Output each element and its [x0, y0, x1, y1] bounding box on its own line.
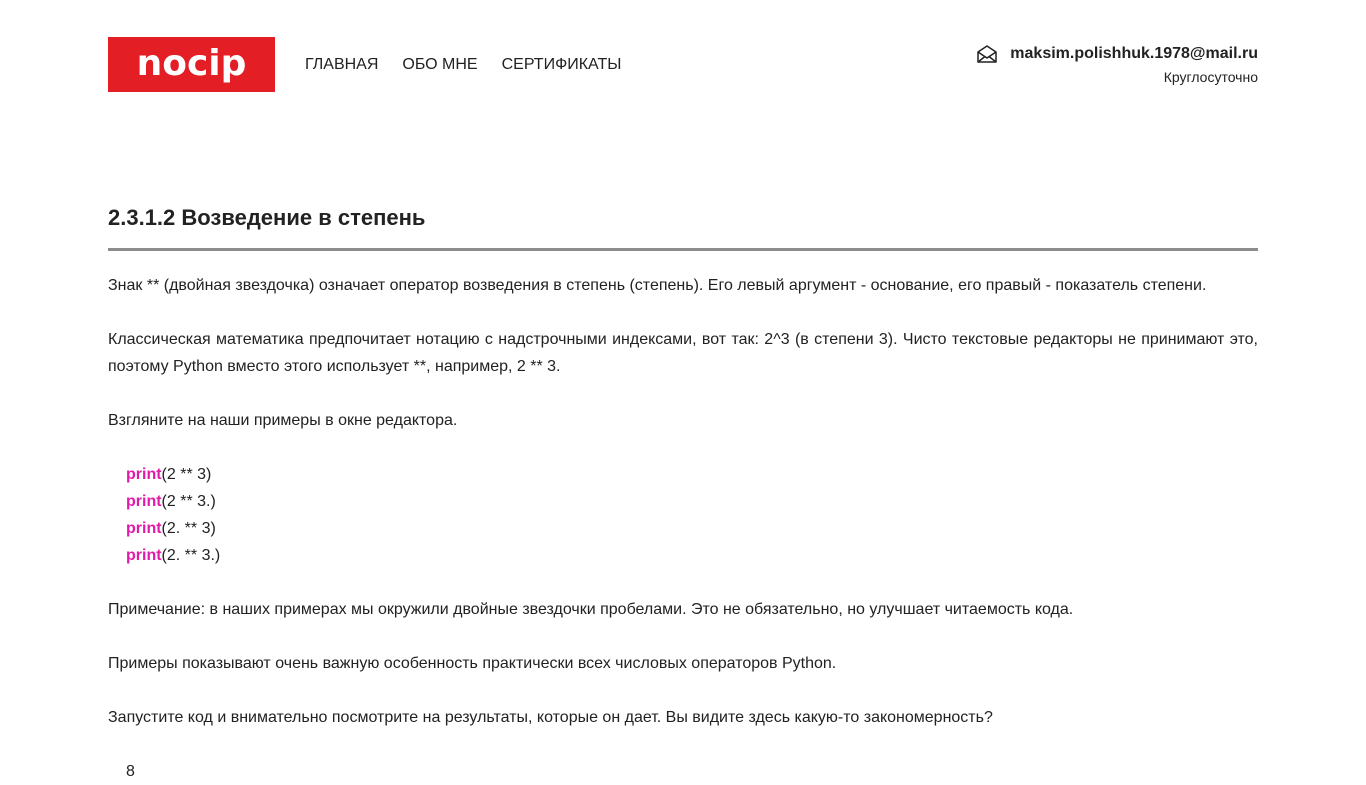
code-args: (2 ** 3)	[161, 466, 212, 483]
logo-text: nocip	[136, 42, 247, 84]
code-args: (2. ** 3.)	[161, 547, 221, 564]
paragraph-4: Примечание: в наших примерах мы окружили двойные звездочки пробелами. Это не обязательно, но улучшает читаемость кода.	[108, 601, 1074, 618]
main-nav	[305, 55, 621, 75]
code-example	[108, 461, 1258, 569]
contact-email-row	[976, 44, 1258, 64]
article-content	[108, 204, 1258, 785]
code-args: (2. ** 3)	[161, 520, 216, 537]
code-line	[126, 488, 1258, 515]
spacer	[108, 434, 1258, 461]
paragraph-3: Взгляните на наши примеры в окне редактора.	[108, 412, 458, 429]
title-divider	[108, 248, 1258, 251]
code-keyword: print	[126, 547, 162, 564]
page-title: 2.3.1.2 Возведение в степень	[108, 205, 426, 230]
code-keyword: print	[126, 466, 162, 483]
code-line	[126, 542, 1258, 569]
paragraph-1: Знак ** (двойная звездочка) означает оператор возведения в степень (степень). Его левый аргумент - основание, его правый - показатель степени.	[108, 277, 1207, 294]
code-keyword: print	[126, 520, 162, 537]
spacer	[108, 677, 1258, 704]
paragraph-2: Классическая математика предпочитает нотацию с надстрочными индексами, вот так: 2^3 (в степени 3). Чисто текстовые редакторы не принимают это, поэтому Python вместо этого использует **, например, 2 ** 3.	[108, 331, 1258, 375]
spacer	[108, 299, 1258, 326]
code-keyword: print	[126, 493, 162, 510]
paragraph-6: Запустите код и внимательно посмотрите на результаты, которые он дает. Вы видите здесь какую-то закономерность?	[108, 709, 993, 726]
code-line	[126, 461, 1258, 488]
site-header	[108, 37, 1258, 92]
logo[interactable]	[108, 37, 275, 92]
nav-item-certificates[interactable]: СЕРТИФИКАТЫ	[501, 56, 622, 73]
spacer	[108, 569, 1258, 596]
code-output: 8	[126, 763, 135, 780]
spacer	[108, 380, 1258, 407]
code-args: (2 ** 3.)	[161, 493, 216, 510]
spacer	[108, 623, 1258, 650]
envelope-open-icon	[976, 44, 998, 64]
contact-block	[976, 44, 1258, 85]
paragraph-5: Примеры показывают очень важную особенность практически всех числовых операторов Python.	[108, 655, 837, 672]
code-line	[126, 515, 1258, 542]
working-hours: Круглосуточно	[1163, 69, 1258, 85]
nav-item-about[interactable]: ОБО МНЕ	[402, 56, 478, 73]
email-link[interactable]: maksim.polishhuk.1978@mail.ru	[1010, 45, 1258, 62]
spacer	[108, 731, 1258, 758]
nav-item-home[interactable]: ГЛАВНАЯ	[305, 56, 379, 73]
